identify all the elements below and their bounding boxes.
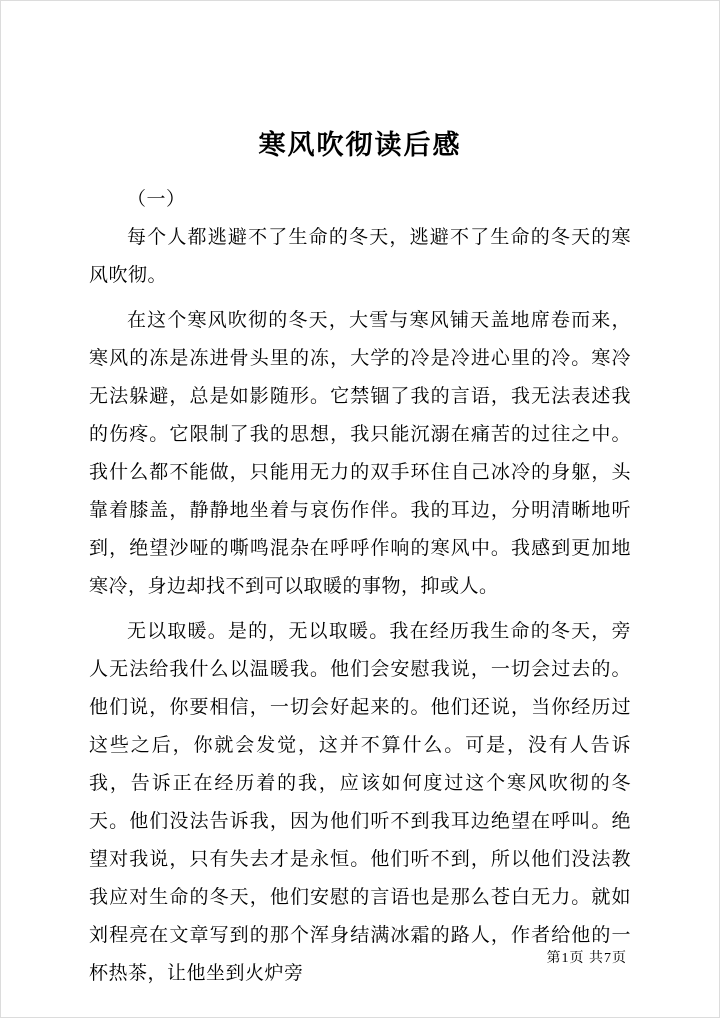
paragraph: 无以取暖。是的，无以取暖。我在经历我生命的冬天，旁人无法给我什么以温暖我。他们会安慰我说，一切会过去的。他们说，你要相信，一切会好起来的。他们还说，当你经历过这些之后，你就会发觉，这并不算什么。可是，没有人告诉我，告诉正在经历着的我，应该如何度过这个寒风吹彻的冬天。他们没法告诉我，因为他们听不到我耳边绝望在呼叫。绝望对我说，只有失去才是永恒。他们听不到，所以他们没法教我应对生命的冬天，他们安慰的言语也是那么苍白无力。就如刘程亮在文章写到的那个浑身结满冰霜的路人，作者给他的一杯热茶，让他坐到火炉旁 — [89, 621, 631, 984]
paragraph: 在这个寒风吹彻的冬天，大雪与寒风铺天盖地席卷而来，寒风的冻是冻进骨头里的冻，大学的冷是冷进心里的冷。寒冷无法躲避，总是如影随形。它禁锢了我的言语，我无法表述我的伤疼。它限制了我的思想，我只能沉溺在痛苦的过往之中。我什么都不能做，只能用无力的双手环住自己冰冷的身躯，头靠着膝盖，静静地坐着与哀伤作伴。我的耳边，分明清晰地听到，绝望沙哑的嘶鸣混杂在呼呼作响的寒风中。我感到更加地寒冷，身边却找不到可以取暖的事物，抑或人。 — [89, 310, 631, 597]
paragraph: 每个人都逃避不了生命的冬天，逃避不了生命的冬天的寒风吹彻。 — [89, 227, 631, 286]
document-body — [1, 163, 719, 993]
document-title: 寒风吹彻读后感 — [258, 130, 462, 160]
page-number-footer: 第1页 共7页 — [546, 951, 627, 966]
section-marker: （一） — [127, 189, 186, 210]
